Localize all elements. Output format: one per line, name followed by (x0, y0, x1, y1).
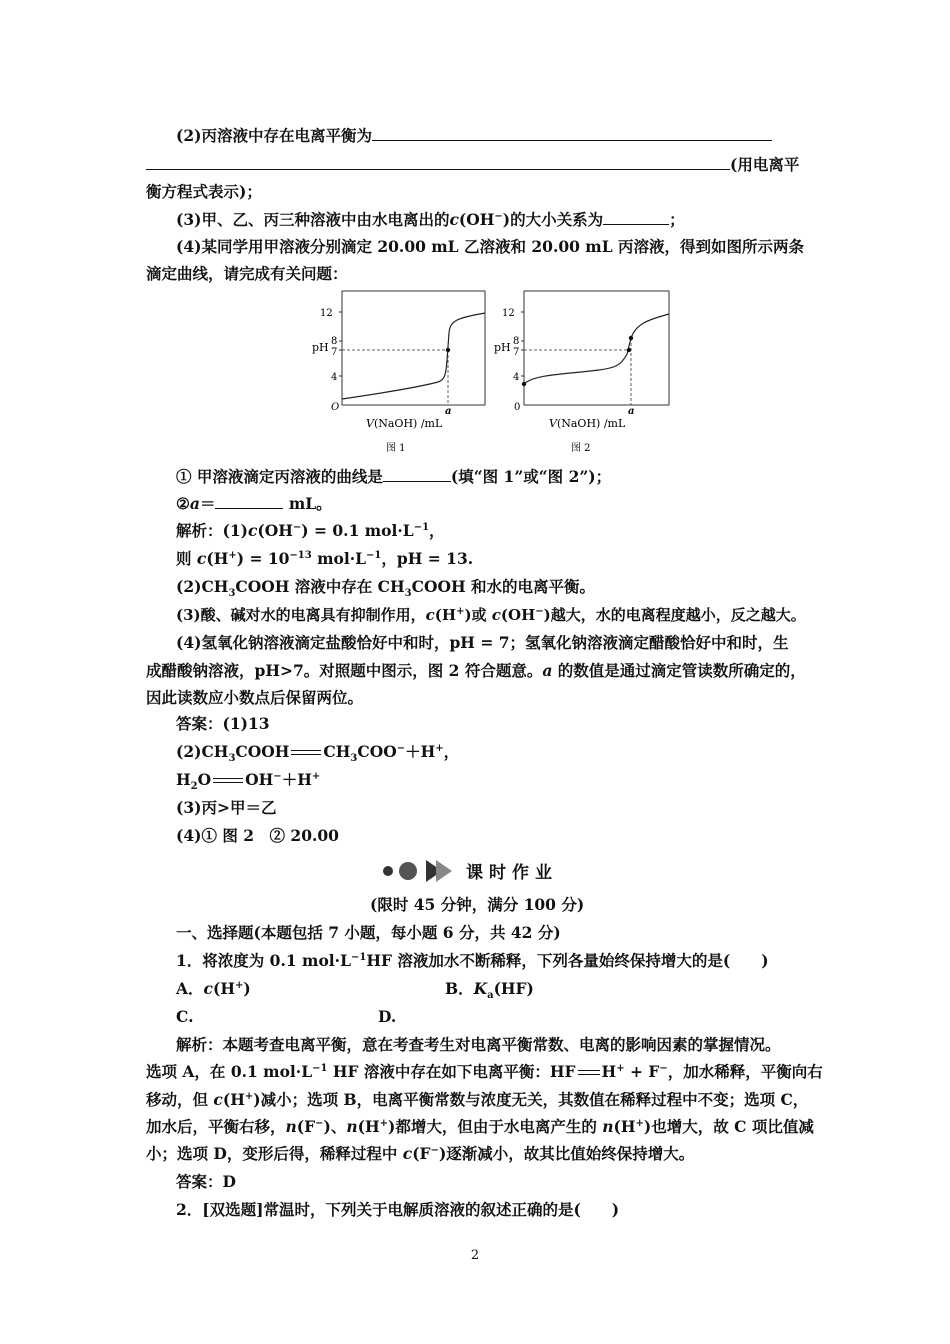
analysis-line-6: 成醋酸钠溶液，pH>7。对照题中图示，图 2 符合题意。a 的数值是通过滴定管读数所确定的， (146, 661, 806, 680)
answer-blank[interactable] (146, 153, 730, 170)
q4-line-2: 滴定曲线，请完成有关问题： (146, 264, 348, 283)
problem-1-stem: 1．将浓度为 0.1 $mol\cdot L^{-1}HF$ 溶液加水不断稀释，下列各量始终保持增大的是( ) (176, 951, 769, 970)
banner-title: 课时作业 (466, 863, 558, 883)
equilibrium-arrow-icon (576, 1068, 602, 1078)
ytick-label-12: 12 (320, 308, 333, 319)
x-axis-label: V(NaOH) /mL (366, 417, 443, 430)
y-axis-label: pH (494, 341, 511, 354)
analysis-line-4: (3)酸、碱对水的电离具有抑制作用，c(H+)或 c(OH−)越大，水的电离程度越小，反之越大。 (176, 606, 806, 624)
origin-label: 0 (514, 402, 521, 413)
option-c: C. (176, 1007, 194, 1026)
chart-caption: 图 1 (386, 443, 406, 454)
page-number: 2 (470, 1248, 480, 1263)
q3-line: (3)甲、乙、丙三种溶液中由水电离出的c(OH−)的大小关系为 ； (176, 210, 685, 229)
analysis-line-7: 因此读数应小数点后保留两位。 (146, 688, 364, 707)
analysis-line-5: (4)氢氧化钠溶液滴定盐酸恰好中和时，pH = 7；氢氧化钠溶液滴定醋酸恰好中和时，生 (176, 633, 789, 652)
q2-line-1: (2)丙溶液中存在电离平衡为 (176, 124, 772, 147)
analysis-1-line-4: 加水后，平衡右移，n(F−)、n(H+)都增大，但由于水电离产生的 n(H+)也增大，故 C 项比值减 (146, 1117, 814, 1136)
titration-chart-2 (489, 288, 679, 456)
analysis-1-line-1: 解析：本题考查电离平衡，意在考查考生对电离平衡常数、电离的影响因素的掌握情况。 (176, 1035, 781, 1054)
ytick-label-7: 7 (513, 347, 520, 358)
ph7-point (627, 348, 631, 352)
analysis-1-line-2: 选项 A，在 0.1 $mol\cdot L^{-1}$ HF 溶液中存在如下电离平衡：HF H+ + F−，加水稀释，平衡向右 (146, 1062, 823, 1081)
ytick-label-8: 8 (513, 336, 520, 347)
equilibrium-arrow-icon (289, 748, 323, 758)
equivalence-point (446, 348, 450, 352)
ytick-label-4: 4 (331, 372, 338, 383)
chart-frame (524, 291, 669, 405)
ytick-label-8: 8 (331, 336, 338, 347)
banner-arrow-icon (376, 856, 466, 886)
titration-curve-2 (524, 314, 669, 384)
chart-caption: 图 2 (571, 443, 591, 454)
ytick-label-4: 4 (513, 372, 520, 383)
titration-curve-1 (342, 313, 485, 399)
answer-line-5: (4)① 图 2 ② 20.00 (176, 826, 339, 845)
analysis-line-3: $(2)CH_3COOH$ 溶液中存在 $CH_3COOH$ 和水的电离平衡。 (176, 577, 596, 600)
problem-2-stem: 2．[双选题]常温时，下列关于电解质溶液的叙述正确的是( ) (176, 1200, 620, 1219)
equilibrium-arrow-icon (211, 776, 245, 786)
analysis-line-2: 则 $c(H^+) = 10^{-13}$ $mol\cdot L^{-1}$，pH = 13. (176, 549, 474, 568)
section-heading: 一、选择题(本题包括 7 小题，每小题 6 分，共 42 分) (176, 923, 561, 942)
answer-1: 答案：D (176, 1172, 236, 1191)
ytick-label-7: 7 (331, 347, 338, 358)
y-axis-label: pH (312, 341, 329, 354)
sub-question-1: ① 甲溶液滴定丙溶液的曲线是 (填“图 1”或“图 2”)； (176, 467, 612, 486)
answer-blank[interactable] (372, 124, 772, 141)
q2-line-3: 衡方程式表示)； (146, 182, 262, 201)
analysis-line-1: 解析：(1)c(OH−) = 0.1 $mol\cdot L^{-1}$， (176, 521, 445, 540)
q4-line-1: (4)某同学用甲溶液分别滴定 20.00 mL 乙溶液和 20.00 mL 丙溶液，得到如图所示两条 (176, 237, 805, 256)
option-b: B．$K_a(HF)$ (445, 979, 534, 1002)
answer-line-1: 答案：(1)13 (176, 714, 270, 733)
xtick-label-a: a (628, 406, 635, 417)
answer-blank[interactable] (215, 492, 283, 509)
ytick-label-12: 12 (502, 308, 515, 319)
sub-question-2: ②a＝ mL。 (176, 494, 332, 513)
analysis-1-line-5: 小；选项 D，变形后得，稀释过程中 c(F−)逐渐减小，故其比值始终保持增大。 (146, 1144, 695, 1163)
x-axis-label: V(NaOH) /mL (549, 417, 626, 430)
q2-line-2: (用电离平 (146, 153, 799, 176)
answer-blank[interactable] (383, 465, 451, 482)
section-banner (376, 856, 596, 886)
xtick-label-a: a (445, 406, 452, 417)
analysis-1-line-3: 移动，但 c(H+)减小；选项 B，电离平衡常数与浓度无关，其数值在稀释过程中不变；选项 C， (146, 1090, 809, 1109)
origin-label: O (331, 402, 340, 413)
answer-line-3: $H_2O$ OH−＋H+ (176, 770, 321, 793)
option-a: A．c(H+) (176, 979, 251, 998)
answer-line-2: $(2)CH_3COOH$ $CH_3COO^-+H^+$， (176, 742, 460, 765)
answer-blank[interactable] (603, 208, 669, 225)
time-limit: (限时 45 分钟，满分 100 分) (370, 895, 585, 914)
answer-line-4: (3)丙>甲＝乙 (176, 798, 277, 817)
option-d: D. (378, 1007, 397, 1026)
start-point (522, 382, 526, 386)
titration-chart-1 (306, 288, 496, 456)
equivalence-point (629, 336, 633, 340)
